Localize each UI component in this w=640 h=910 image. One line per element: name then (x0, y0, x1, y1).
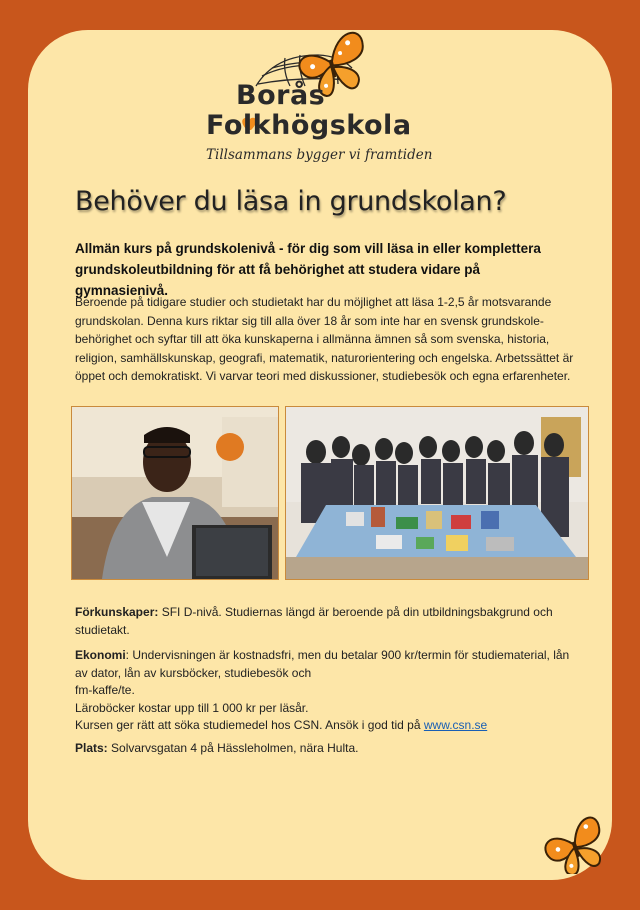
place-text: Solvarvsgatan 4 på Hässleholmen, nära Hulta. (107, 741, 359, 755)
economy-label: Ekonomi (75, 648, 126, 662)
group-photo (285, 406, 589, 580)
place-section (75, 740, 575, 758)
economy-text-line3: Läroböcker kostar upp till 1 000 kr per läsår. (75, 700, 309, 715)
economy-text-line2: fm-kaffe/te. (75, 683, 135, 697)
page-title: Behöver du läsa in grundskolan? (75, 186, 507, 217)
csn-link[interactable]: www.csn.se (423, 718, 488, 732)
economy-text: : Undervisningen är kostnadsfri, men du betalar 900 kr/termin för studiematerial, lån av dator, lån av kursböcker, studiebesök och (75, 648, 570, 680)
prerequisites-section (75, 604, 575, 639)
place-label: Plats: (75, 741, 108, 755)
prerequisites-label: Förkunskaper: (75, 605, 159, 619)
lead-paragraph: Allmän kurs på grundskolenivå - för dig som vill läsa in eller komplettera grundskoleutbildning för att få behörighet att studera vidare på gymnasienivå. (75, 241, 541, 298)
brand-name-line1: Borås (236, 80, 326, 111)
economy-section (75, 647, 575, 735)
prerequisites-text: SFI D-nivå. Studiernas längd är beroende på din utbildningsbakgrund och studietakt. (75, 605, 553, 637)
economy-text-line4: Kursen ger rätt att söka studiemedel hos CSN. Ansök i god tid på (75, 718, 424, 732)
student-photo (71, 406, 279, 580)
brand-tagline: Tillsammans bygger vi framtiden (206, 147, 433, 163)
intro-paragraph: Beroende på tidigare studier och studietakt har du möjlighet att läsa 1-2,5 år motsvarande grundskolan. Denna kurs riktar sig till alla över 18 år som inte har en svensk grundskole-behörighet och syftar till att öka kunskaperna i allmänna ämnen så som svenska, historia, religion, samhällskunskap, geografi, matematik, naturorientering och engelska. Arbetssättet är öppet och demokratiskt. Vi varvar teori med diskussioner, studiebesök och egna erfarenheter. (75, 295, 574, 383)
butterfly-icon (538, 812, 608, 874)
brand-name-line2: Folkhögskola (206, 110, 412, 141)
